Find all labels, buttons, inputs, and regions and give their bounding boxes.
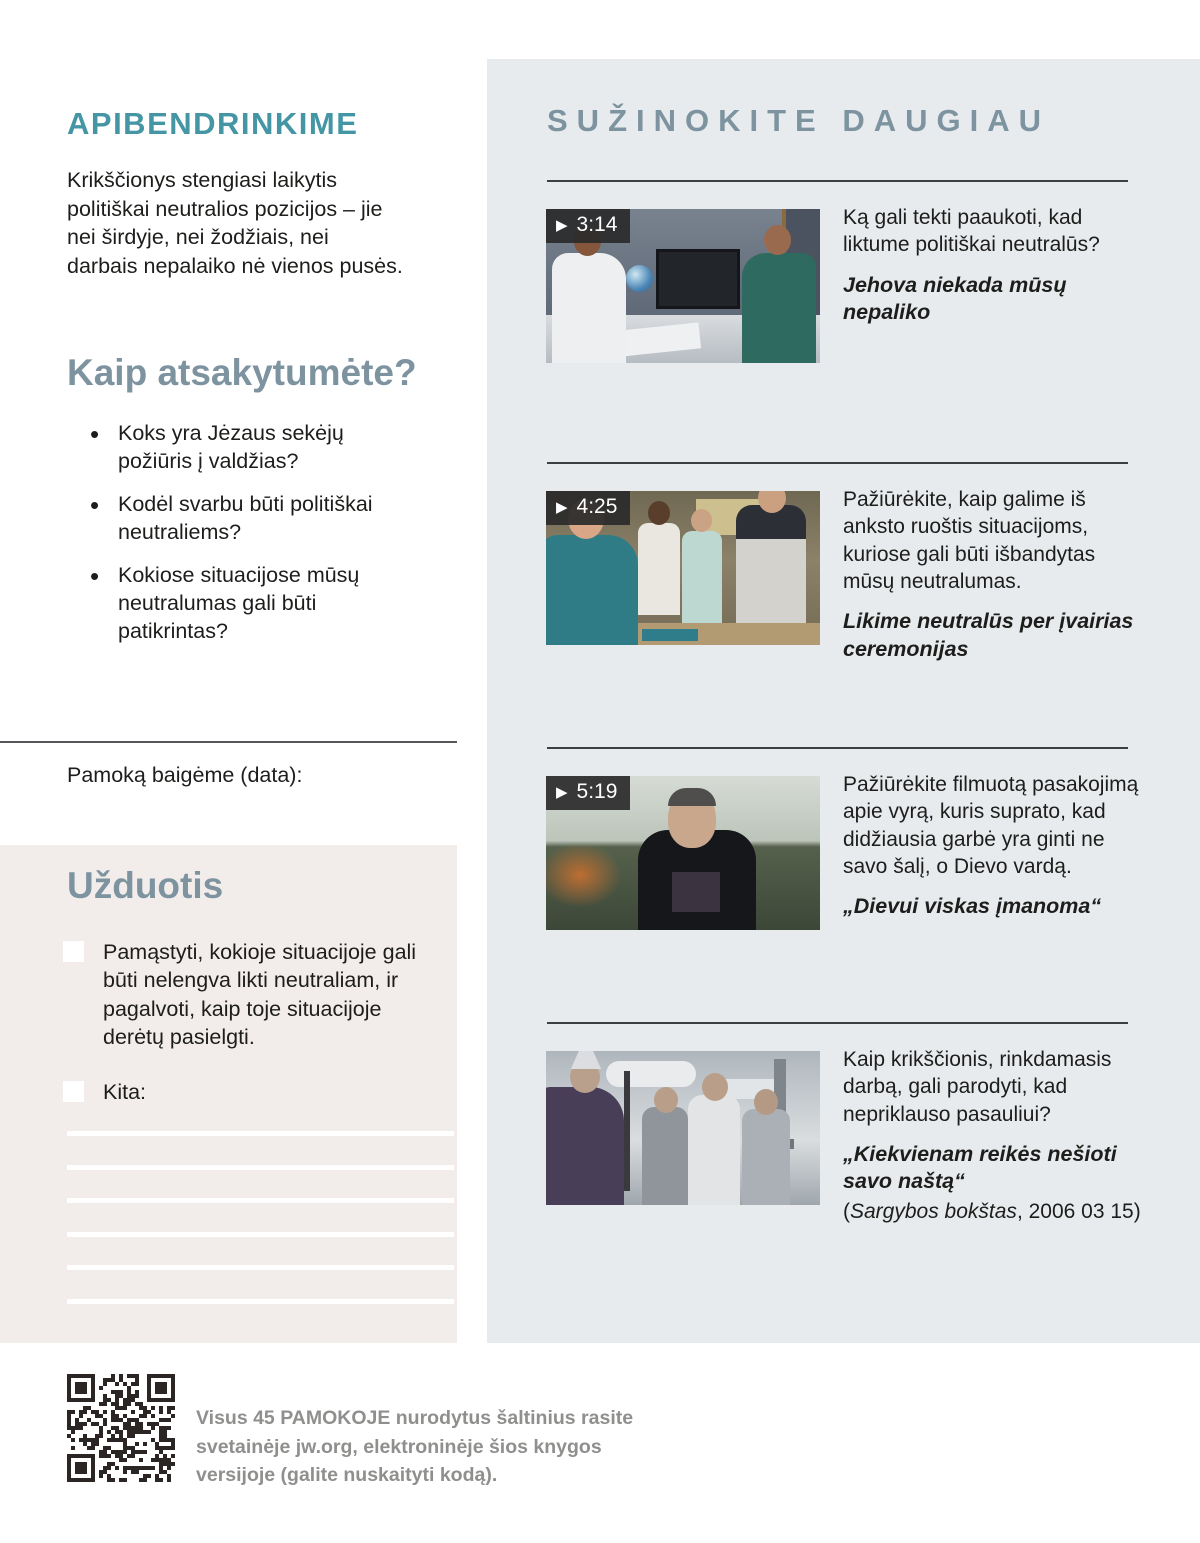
writing-line xyxy=(67,1198,454,1203)
thumbnail-art xyxy=(682,531,722,627)
thumbnail-art xyxy=(606,1061,696,1087)
assignment-item xyxy=(63,1078,421,1106)
article-reference xyxy=(843,1198,1143,1225)
thumbnail-art xyxy=(624,1071,630,1191)
video-question: Pažiūrėkite, kaip galime iš anksto ruoštis situacijoms, kuriose gali būti išbandytas mūsų neutralumas. xyxy=(843,488,1096,593)
summary-heading: APIBENDRINKIME xyxy=(67,106,359,141)
questions-heading: Kaip atsakytumėte? xyxy=(67,352,417,393)
writing-line xyxy=(67,1131,454,1136)
row-divider xyxy=(547,1022,1128,1024)
qr-code xyxy=(67,1374,175,1482)
questions-list xyxy=(90,420,402,661)
play-icon: ▶ xyxy=(556,216,568,234)
writing-line xyxy=(67,1232,454,1237)
assignment-item xyxy=(63,938,421,1052)
checkbox[interactable] xyxy=(63,1081,84,1102)
footer-note: Visus 45 PAMOKOJE nurodytus šaltinius rasite svetainėje jw.org, elektroninėje šios knygos versijoje (galite nuskaityti kodą). xyxy=(196,1407,634,1487)
duration-badge xyxy=(546,776,630,810)
thumbnail-art xyxy=(642,1107,688,1205)
question-item: • Koks yra Jėzaus sekėjų požiūris į valdžias? xyxy=(90,420,402,476)
video-title: Likime neutralūs per įvairias ceremonijas xyxy=(843,609,1134,661)
reference-text: , 2006 03 15) xyxy=(1016,1199,1141,1223)
thumbnail-art xyxy=(691,509,712,532)
thumbnail-art xyxy=(688,1095,740,1205)
article-title: „Kiekvienam reikės nešioti savo naštą“ xyxy=(843,1141,1117,1194)
thumbnail-art xyxy=(626,265,653,292)
video-title: „Dievui viskas įmanoma“ xyxy=(843,894,1102,919)
thumbnail-art xyxy=(552,253,626,363)
row-divider xyxy=(547,462,1128,464)
thumbnail-art xyxy=(638,523,680,615)
checkbox[interactable] xyxy=(63,941,84,962)
question-item: • Kodėl svarbu būti politiškai neutraliems? xyxy=(90,491,402,547)
thumbnail-art xyxy=(764,225,791,255)
thumbnail-art xyxy=(654,1087,678,1113)
thumbnail-art xyxy=(702,1073,728,1101)
row-divider xyxy=(547,180,1128,182)
summary-text: Krikščionys stengiasi laikytis politiškai neutralios pozicijos – jie nei širdyje, nei žodžiais, nei darbais nepalaiko nė vienos pusės. xyxy=(67,168,403,278)
row-divider xyxy=(547,747,1128,749)
video-thumbnail-portrait[interactable] xyxy=(546,776,820,930)
thumbnail-art xyxy=(742,1109,790,1205)
writing-line xyxy=(67,1265,454,1270)
assignment-item-label: Kita: xyxy=(103,1080,147,1104)
thumbnail-art xyxy=(546,842,622,908)
video-thumbnail-office[interactable] xyxy=(546,209,820,363)
writing-lines xyxy=(67,1131,454,1304)
writing-line xyxy=(67,1299,454,1304)
video-question: Ką gali tekti paaukoti, kad liktume politiškai neutralūs? xyxy=(843,206,1100,257)
illustration-thumbnail xyxy=(546,1051,820,1205)
reference-source: Sargybos bokštas xyxy=(850,1199,1017,1223)
thumbnail-art xyxy=(672,872,720,912)
thumbnail-art xyxy=(546,535,638,645)
reference-text: ( xyxy=(843,1199,850,1223)
duration-badge xyxy=(546,491,630,525)
video-question: Pažiūrėkite filmuotą pasakojimą apie vyrą, kuris suprato, kad didžiausia garbė yra ginti ne savo šalį, o Dievo vardą. xyxy=(843,773,1139,878)
learn-more-heading: SUŽINOKITE DAUGIAU xyxy=(547,103,1050,138)
duration-label: 4:25 xyxy=(576,495,618,518)
video-title: Jehova niekada mūsų nepaliko xyxy=(843,272,1067,325)
thumbnail-art xyxy=(668,788,716,806)
play-icon: ▶ xyxy=(556,498,568,516)
play-icon: ▶ xyxy=(556,783,568,801)
thumbnail-art xyxy=(754,1089,778,1115)
question-item: • Kokiose situacijose mūsų neutralumas gali būti patikrintas? xyxy=(90,562,402,646)
writing-line xyxy=(67,1165,454,1170)
duration-badge xyxy=(546,209,630,243)
thumbnail-art xyxy=(648,501,670,525)
learn-more-panel xyxy=(487,59,1200,1343)
thumbnail-art xyxy=(642,629,698,641)
thumbnail-art xyxy=(656,249,740,309)
assignment-item-label: Pamąstyti, kokioje situacijoje gali būti nelengva likti neutraliam, ir pagalvoti, kaip toje situacijoje derėtų pasielgti. xyxy=(103,940,417,1050)
duration-label: 5:19 xyxy=(576,780,618,803)
duration-label: 3:14 xyxy=(576,213,618,236)
thumbnail-art xyxy=(546,1087,624,1205)
video-thumbnail-classroom[interactable] xyxy=(546,491,820,645)
completed-date-label: Pamoką baigėme (data): xyxy=(67,763,303,787)
article-question: Kaip krikščionis, rinkdamasis darbą, gali parodyti, kad nepriklauso pasauliui? xyxy=(843,1048,1112,1126)
assignment-box xyxy=(0,845,457,1343)
section-divider xyxy=(0,741,457,743)
assignment-heading: Užduotis xyxy=(67,865,224,906)
thumbnail-art xyxy=(742,253,816,363)
